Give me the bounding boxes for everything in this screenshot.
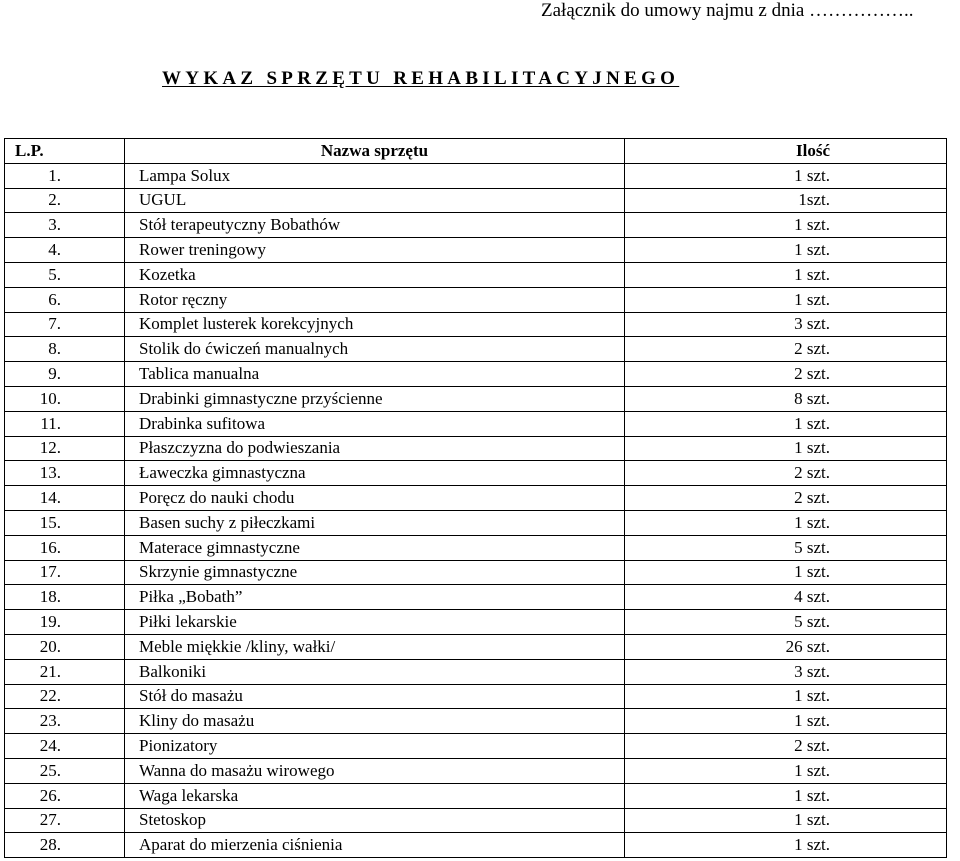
equipment-quantity: 2 szt. xyxy=(625,337,947,362)
row-number: 12. xyxy=(5,436,125,461)
equipment-quantity: 1 szt. xyxy=(625,510,947,535)
equipment-name: Piłka „Bobath” xyxy=(125,585,625,610)
equipment-name: Stół terapeutyczny Bobathów xyxy=(125,213,625,238)
equipment-name: Rotor ręczny xyxy=(125,287,625,312)
row-number: 4. xyxy=(5,238,125,263)
equipment-name: Lampa Solux xyxy=(125,163,625,188)
equipment-table xyxy=(4,138,947,858)
table-body xyxy=(5,163,947,857)
row-number: 6. xyxy=(5,287,125,312)
row-number: 11. xyxy=(5,411,125,436)
table-row xyxy=(5,684,947,709)
equipment-quantity: 1 szt. xyxy=(625,238,947,263)
row-number: 19. xyxy=(5,610,125,635)
header-lp: L.P. xyxy=(5,139,125,164)
equipment-name: Tablica manualna xyxy=(125,362,625,387)
equipment-quantity: 5 szt. xyxy=(625,610,947,635)
equipment-quantity: 1 szt. xyxy=(625,163,947,188)
table-row xyxy=(5,535,947,560)
row-number: 1. xyxy=(5,163,125,188)
equipment-name: Aparat do mierzenia ciśnienia xyxy=(125,833,625,858)
row-number: 28. xyxy=(5,833,125,858)
header-quantity: Ilość xyxy=(625,139,947,164)
equipment-quantity: 2 szt. xyxy=(625,461,947,486)
equipment-name: Stolik do ćwiczeń manualnych xyxy=(125,337,625,362)
header-name: Nazwa sprzętu xyxy=(125,139,625,164)
equipment-name: Kliny do masażu xyxy=(125,709,625,734)
equipment-quantity: 1 szt. xyxy=(625,411,947,436)
row-number: 5. xyxy=(5,262,125,287)
row-number: 10. xyxy=(5,386,125,411)
table-row xyxy=(5,585,947,610)
equipment-name: Drabinka sufitowa xyxy=(125,411,625,436)
table-row xyxy=(5,709,947,734)
row-number: 9. xyxy=(5,362,125,387)
equipment-quantity: 1 szt. xyxy=(625,262,947,287)
document-title: WYKAZ SPRZĘTU REHABILITACYJNEGO xyxy=(162,68,680,89)
equipment-name: Stół do masażu xyxy=(125,684,625,709)
equipment-quantity: 1 szt. xyxy=(625,833,947,858)
table-row xyxy=(5,188,947,213)
table-row xyxy=(5,758,947,783)
table-row xyxy=(5,163,947,188)
equipment-quantity: 3 szt. xyxy=(625,659,947,684)
table-row xyxy=(5,287,947,312)
row-number: 23. xyxy=(5,709,125,734)
table-row xyxy=(5,510,947,535)
row-number: 18. xyxy=(5,585,125,610)
table-row xyxy=(5,833,947,858)
equipment-quantity: 2 szt. xyxy=(625,362,947,387)
equipment-name: Rower treningowy xyxy=(125,238,625,263)
row-number: 26. xyxy=(5,783,125,808)
row-number: 16. xyxy=(5,535,125,560)
equipment-quantity: 2 szt. xyxy=(625,486,947,511)
table-row xyxy=(5,808,947,833)
equipment-quantity: 4 szt. xyxy=(625,585,947,610)
equipment-name: Wanna do masażu wirowego xyxy=(125,758,625,783)
row-number: 2. xyxy=(5,188,125,213)
annex-reference: Załącznik do umowy najmu z dnia …………….. xyxy=(541,0,914,21)
equipment-name: Skrzynie gimnastyczne xyxy=(125,560,625,585)
equipment-name: Meble miękkie /kliny, wałki/ xyxy=(125,634,625,659)
row-number: 15. xyxy=(5,510,125,535)
equipment-quantity: 3 szt. xyxy=(625,312,947,337)
table-header-row xyxy=(5,139,947,164)
table-row xyxy=(5,411,947,436)
table-row xyxy=(5,560,947,585)
equipment-name: Piłki lekarskie xyxy=(125,610,625,635)
table-row xyxy=(5,238,947,263)
table-row xyxy=(5,386,947,411)
row-number: 21. xyxy=(5,659,125,684)
equipment-name: Kozetka xyxy=(125,262,625,287)
equipment-name: Ławeczka gimnastyczna xyxy=(125,461,625,486)
equipment-name: Płaszczyzna do podwieszania xyxy=(125,436,625,461)
table-row xyxy=(5,486,947,511)
equipment-quantity: 1 szt. xyxy=(625,684,947,709)
equipment-quantity: 1 szt. xyxy=(625,213,947,238)
equipment-quantity: 8 szt. xyxy=(625,386,947,411)
equipment-quantity: 1 szt. xyxy=(625,436,947,461)
table-row xyxy=(5,213,947,238)
row-number: 27. xyxy=(5,808,125,833)
table-row xyxy=(5,461,947,486)
table-row xyxy=(5,362,947,387)
equipment-name: Drabinki gimnastyczne przyścienne xyxy=(125,386,625,411)
equipment-name: Waga lekarska xyxy=(125,783,625,808)
table-row xyxy=(5,659,947,684)
row-number: 8. xyxy=(5,337,125,362)
row-number: 25. xyxy=(5,758,125,783)
table-row xyxy=(5,436,947,461)
equipment-quantity: 1 szt. xyxy=(625,808,947,833)
table-row xyxy=(5,337,947,362)
table-row xyxy=(5,262,947,287)
equipment-quantity: 1 szt. xyxy=(625,783,947,808)
equipment-name: Komplet lusterek korekcyjnych xyxy=(125,312,625,337)
table-row xyxy=(5,634,947,659)
table-row xyxy=(5,734,947,759)
equipment-quantity: 5 szt. xyxy=(625,535,947,560)
equipment-name: Basen suchy z piłeczkami xyxy=(125,510,625,535)
equipment-quantity: 2 szt. xyxy=(625,734,947,759)
equipment-name: Materace gimnastyczne xyxy=(125,535,625,560)
row-number: 20. xyxy=(5,634,125,659)
row-number: 7. xyxy=(5,312,125,337)
equipment-name: Pionizatory xyxy=(125,734,625,759)
equipment-quantity: 1 szt. xyxy=(625,758,947,783)
row-number: 13. xyxy=(5,461,125,486)
equipment-quantity: 1 szt. xyxy=(625,709,947,734)
equipment-quantity: 26 szt. xyxy=(625,634,947,659)
equipment-name: Balkoniki xyxy=(125,659,625,684)
row-number: 3. xyxy=(5,213,125,238)
equipment-name: Poręcz do nauki chodu xyxy=(125,486,625,511)
equipment-quantity: 1szt. xyxy=(625,188,947,213)
row-number: 24. xyxy=(5,734,125,759)
row-number: 22. xyxy=(5,684,125,709)
equipment-name: UGUL xyxy=(125,188,625,213)
row-number: 14. xyxy=(5,486,125,511)
equipment-quantity: 1 szt. xyxy=(625,287,947,312)
equipment-name: Stetoskop xyxy=(125,808,625,833)
table-row xyxy=(5,312,947,337)
table-row xyxy=(5,610,947,635)
table-row xyxy=(5,783,947,808)
row-number: 17. xyxy=(5,560,125,585)
equipment-quantity: 1 szt. xyxy=(625,560,947,585)
